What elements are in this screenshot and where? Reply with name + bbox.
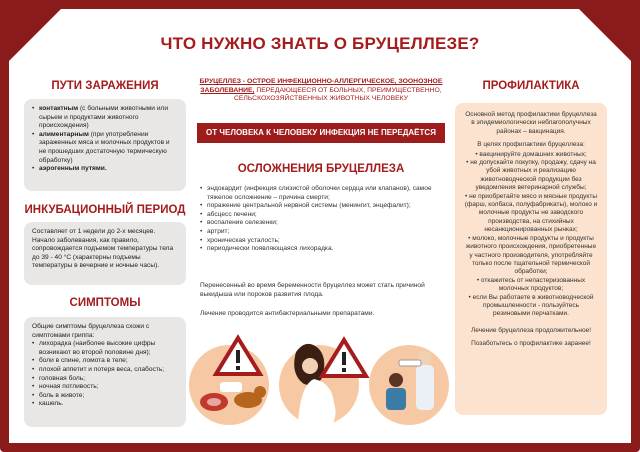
list-item: • боль в животе; [32,392,178,401]
list-item: • молоко, молочные продукты и продукты животного происхождения, приобретенные у частного производителя, употребляйте только после тщательной термической обработки; [464,235,598,277]
definition-rest: ПЕРЕДАЮЩЕЕСЯ ОТ БОЛЬНЫХ, ПРЕИМУЩЕСТВЕННО, СЕЛЬСКОХОЗЯЙСТВЕННЫХ ЖИВОТНЫХ ЧЕЛОВЕКУ [233,86,442,103]
prevention-title: ПРОФИЛАКТИКА [482,80,580,92]
symptoms-intro: Общие симптомы бруцеллеза схожи с симптомами гриппа: [32,323,150,339]
list-item: • не приобретайте мясо и мясные продукты (фарш, колбаса, полуфабрикаты), молоко и молочные продукты не заводского производства, на стихийных несанкционированных рынках; [464,193,598,235]
list-item: • боли в спине, ломота в теле; [32,357,178,366]
disease-definition [197,78,445,104]
symptoms-list [32,340,178,409]
list-item: • хроническая усталость; [200,237,445,246]
list-item: • аэрогенным путями. [32,165,178,174]
symptoms-box [24,317,186,427]
list-item: • алиментарным (при употреблении зараженных мяса и молочных продуктов и не прошедших достаточную термическую обработку) [32,131,178,165]
list-item: • абсцесс печени; [200,211,445,220]
incubation-title: ИНКУБАЦИОННЫЙ ПЕРИОД [24,204,186,216]
list-item: • ночная потливость; [32,383,178,392]
list-item: • не допускайте покупку, продажу, сдачу на убой животных и реализацию животноводческой продукции без уведомления ветеринарной службы; [464,159,598,193]
no-transmission-banner: ОТ ЧЕЛОВЕКА К ЧЕЛОВЕКУ ИНФЕКЦИЯ НЕ ПЕРЕДАЁТСЯ [197,123,445,143]
corner-decoration-right [570,0,640,70]
list-item: • артрит; [200,228,445,237]
list-item: • эндокардит (инфекция слизистой оболочки сердца или клапанов), самое тяжелое осложнение – причина смерти; [200,185,445,202]
complications-list-box [200,185,445,254]
definition-lead: БРУЦЕЛЛЕЗ - ОСТРОЕ ИНФЕКЦИОННО-АЛЛЕРГИЧЕСКОЕ, ЗООНОЗНОЕ ЗАБОЛЕВАНИЕ, [199,78,443,94]
infection-box [24,99,186,191]
prevention-main-method: Основной метод профилактики бруцеллеза в эпидемиологически неблагополучных районах – вакцинация. [465,111,597,135]
list-item: • кашель. [32,400,178,409]
treatment-duration-note: Лечение бруцеллеза продолжительное! [470,326,592,334]
list-item: • головная боль; [32,375,178,384]
prevention-box [455,103,607,415]
pregnancy-note: Перенесенный во время беременности бруцеллез может стать причиной выкидыша или пороков развития плода. [200,282,425,298]
prevention-intro: В целях профилактики бруцеллеза: [477,141,585,149]
doctor-patient-illustration [369,345,449,425]
list-item: • воспаление селезенки; [200,219,445,228]
complications-title: ОСЛОЖНЕНИЯ БРУЦЕЛЛЕЗА [237,163,405,175]
illustrations [184,330,454,430]
corner-decoration-left [0,0,70,70]
prevention-list [464,151,598,319]
list-item: • вакцинируйте домашних животных; [464,151,598,159]
list-item: • поражение центральной нервной системы (менингит, энцефалит); [200,202,445,211]
list-item: • периодически появляющаяся лихорадка. [200,245,445,254]
list-item: • откажитесь от непастеризованных молочных продуктов; [464,277,598,294]
symptoms-title: СИМПТОМЫ [69,297,141,309]
prevention-call: Позаботьтесь о профилактике заранее! [471,340,591,348]
incubation-text: Составляет от 1 недели до 2-х месяцев. Начало заболевания, как правило, сопровождается подъемом температуры тела до 39 - 40 °С (характерны подъемы температуры в вечерние и ночные часы). [32,228,174,270]
list-item: • лихорадка (наиболее высокие цифры возникают во второй половине дня); [32,340,178,357]
complications-list [200,185,445,254]
list-item: • если Вы работаете в животноводческой промышленности - пользуйтесь резиновыми перчатками. [464,294,598,319]
page-title: ЧТО НУЖНО ЗНАТЬ О БРУЦЕЛЛЕЗЕ? [160,34,480,53]
incubation-box [24,222,186,285]
list-item: • контактным (с больными животными или сырьем и продуктами животного происхождения) [32,105,178,131]
infection-list [32,105,178,174]
list-item: • плохой аппетит и потеря веса, слабость; [32,366,178,375]
infection-title: ПУТИ ЗАРАЖЕНИЯ [51,80,159,92]
treatment-note: Лечение проводится антибактериальными препаратами. [200,310,375,317]
